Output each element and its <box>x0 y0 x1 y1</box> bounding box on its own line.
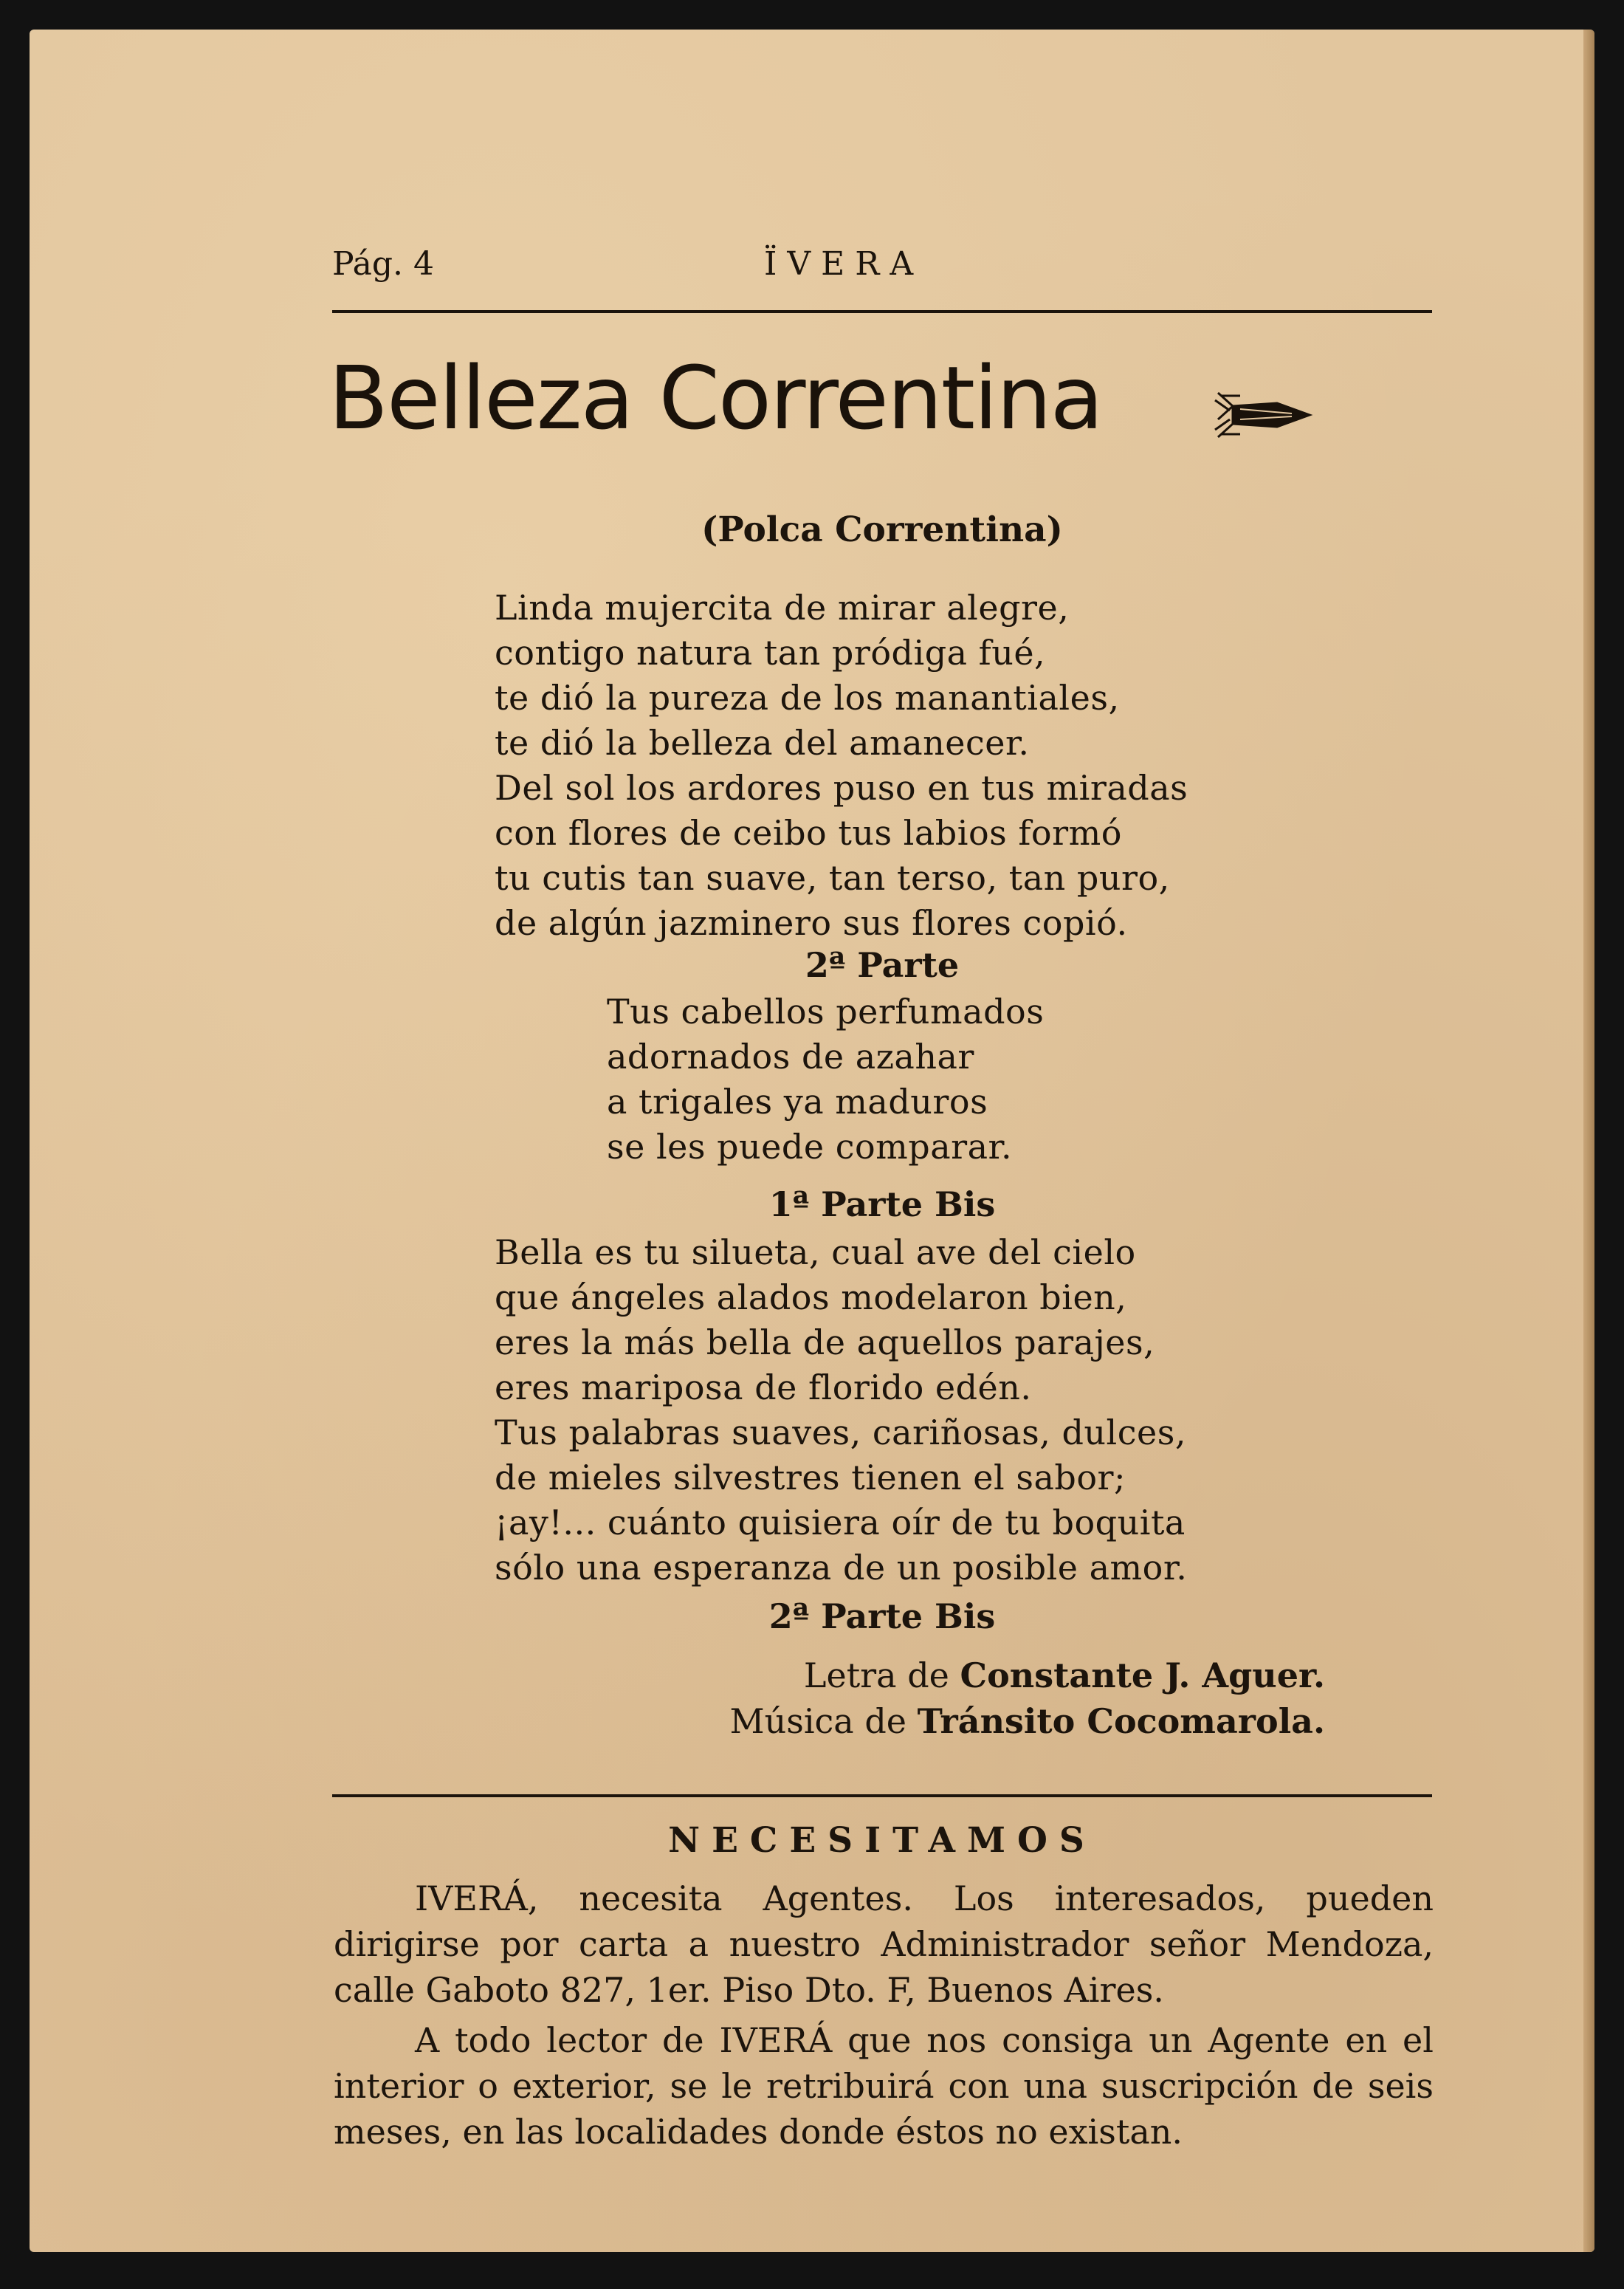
verse-part1bis <box>495 1230 1187 1590</box>
magazine-name: ÏVERA <box>764 245 924 283</box>
music-credit <box>729 1698 1325 1744</box>
pointing-hand-ornament-icon <box>1211 385 1314 445</box>
verse-line: contigo natura tan pródiga fué, <box>495 633 1046 673</box>
verse-line: eres mariposa de florido edén. <box>495 1367 1032 1407</box>
verse-line: Tus palabras suaves, cariñosas, dulces, <box>495 1413 1186 1452</box>
verse-line: Linda mujercita de mirar alegre, <box>495 588 1070 628</box>
page-number: Pág. 4 <box>332 245 434 283</box>
verse-line: se les puede comparar. <box>607 1127 1013 1167</box>
verse-line: tu cutis tan suave, tan terso, tan puro, <box>495 858 1170 898</box>
part1bis-heading: 1ª Parte Bis <box>768 1184 996 1224</box>
verse-line: eres la más bella de aquellos parajes, <box>495 1322 1155 1362</box>
lyrics-credit <box>729 1653 1325 1698</box>
music-author: Tránsito Cocomarola. <box>917 1701 1325 1741</box>
lyrics-prefix: Letra de <box>803 1655 949 1695</box>
notice-title: NECESITAMOS <box>668 1820 1096 1861</box>
notice-paragraph-2: A todo lector de IVERÁ que nos consiga un Agente en el interior o exterior, se le retribuirá con una suscripción de seis meses, en las localidades donde éstos no existan. <box>334 2020 1434 2152</box>
verse-line: ¡ay!... cuánto quisiera oír de tu boquita <box>495 1503 1186 1542</box>
song-subtitle: (Polca Correntina) <box>701 509 1063 550</box>
page-header <box>332 245 1439 297</box>
verse-line: que ángeles alados modelaron bien, <box>495 1277 1127 1317</box>
verse-line: con flores de ceibo tus labios formó <box>495 813 1122 853</box>
music-prefix: Música de <box>729 1701 907 1741</box>
verse-line: de algún jazminero sus flores copió. <box>495 903 1128 943</box>
verse-line: te dió la belleza del amanecer. <box>495 723 1030 763</box>
verse-line: adornados de azahar <box>607 1037 974 1077</box>
verse-line: sólo una esperanza de un posible amor. <box>495 1548 1188 1588</box>
header-rule <box>332 310 1432 313</box>
verse-line: Bella es tu silueta, cual ave del cielo <box>495 1232 1136 1272</box>
verse-line: Tus cabellos perfumados <box>607 992 1045 1032</box>
verse-line: de mieles silvestres tienen el sabor; <box>495 1458 1126 1497</box>
notice-paragraph-1: IVERÁ, necesita Agentes. Los interesados, pueden dirigirse por carta a nuestro Administrador señor Mendoza, calle Gaboto 827, 1er. Piso Dto. F, Buenos Aires. <box>334 1878 1434 2010</box>
magazine-page <box>30 30 1594 2252</box>
verse-part2 <box>607 989 1044 1170</box>
part2bis-heading: 2ª Parte Bis <box>768 1596 996 1636</box>
verse-line: te dió la pureza de los manantiales, <box>495 678 1120 718</box>
verse-part1 <box>495 586 1188 946</box>
verse-line: a trigales ya maduros <box>607 1082 988 1122</box>
verse-line: Del sol los ardores puso en tus miradas <box>495 768 1188 808</box>
part2-heading: 2ª Parte <box>805 945 960 985</box>
page-spine <box>1583 30 1594 2252</box>
song-title: Belleza Correntina <box>328 347 1102 449</box>
section-rule <box>332 1794 1432 1797</box>
song-credits <box>729 1653 1325 1744</box>
lyrics-author: Constante J. Aguer. <box>960 1655 1325 1695</box>
